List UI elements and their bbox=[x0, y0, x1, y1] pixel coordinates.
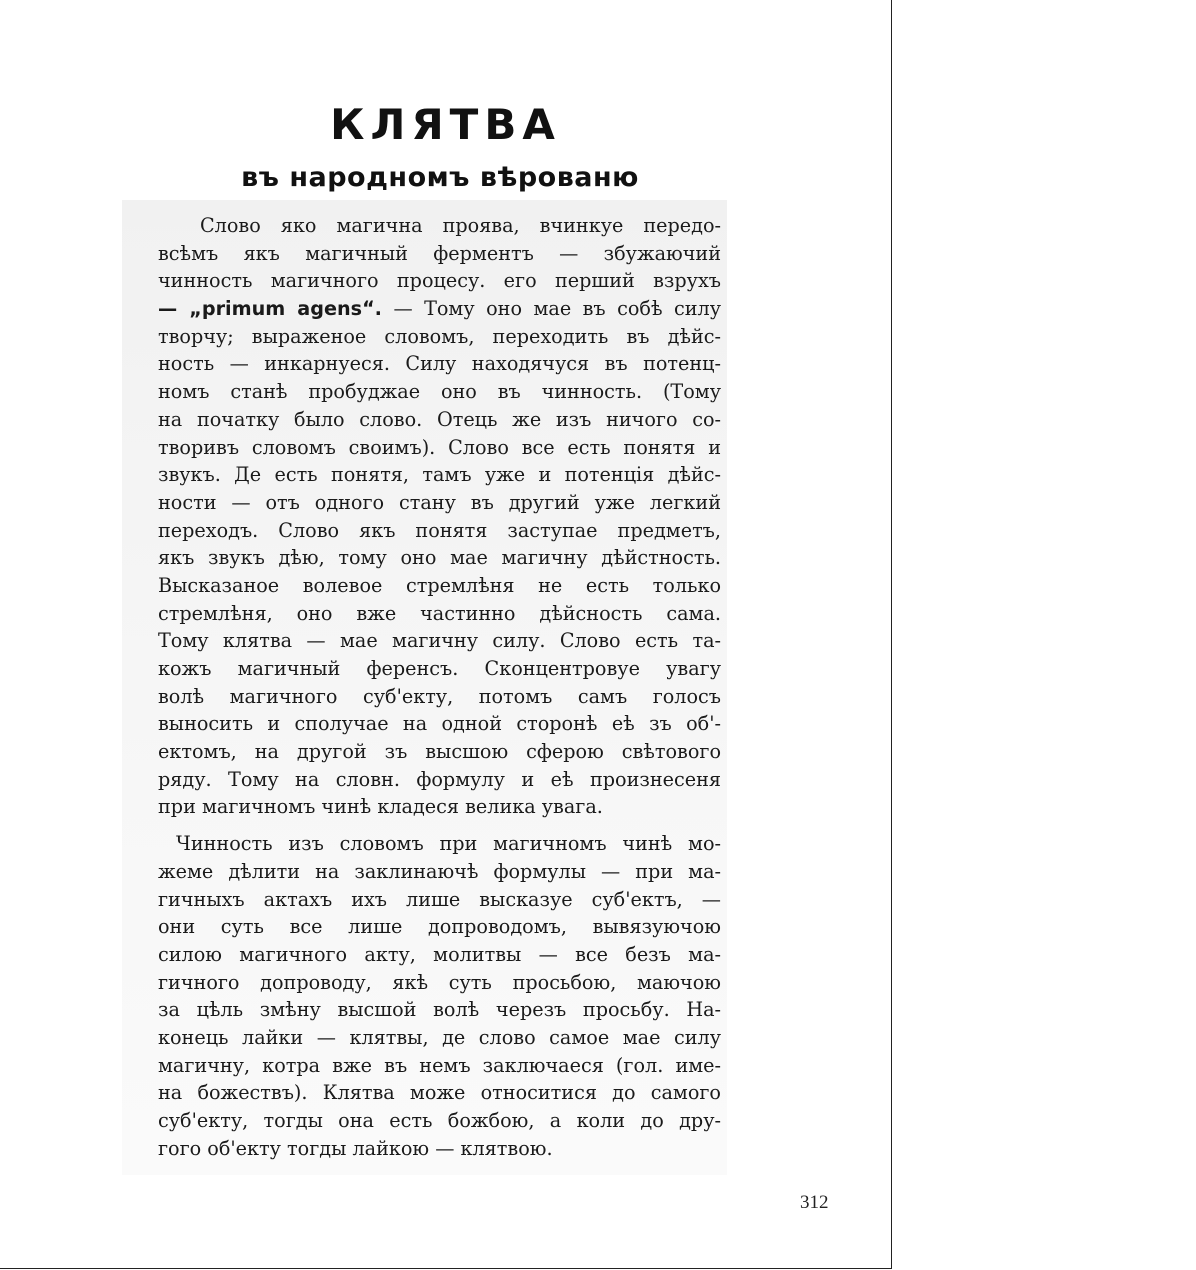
paragraph-spacer bbox=[158, 821, 721, 830]
text-line: творчу; выраженое словомъ, переходить въ дѣйс- bbox=[158, 324, 721, 348]
paragraph-2 bbox=[158, 830, 721, 1162]
text-line: жеме дѣлити на заклинаючѣ формулы — при ма- bbox=[158, 859, 721, 883]
text-line: волѣ магичного суб'екту, потомъ самъ голосъ bbox=[158, 684, 721, 708]
text-line: ряду. Тому на словн. формулу и еѣ произнесеня bbox=[158, 767, 721, 791]
page-title: КЛЯТВА bbox=[330, 100, 561, 149]
text-line: они суть все лише допроводомъ, вывязуючою bbox=[158, 915, 721, 939]
text-line: за цѣль змѣну высшой волѣ черезъ просьбу. На- bbox=[158, 998, 721, 1022]
text-line: переходъ. Слово якъ понятя заступае предметъ, bbox=[158, 518, 721, 542]
text-line: на початку было слово. Отець же изъ ничого со- bbox=[158, 407, 721, 431]
text-line: кожъ магичный ференсъ. Сконцентровуе увагу bbox=[158, 657, 721, 680]
article-body bbox=[158, 212, 721, 1162]
paragraph-1 bbox=[158, 212, 721, 821]
text-line: при магичномъ чинѣ кладеся велика увага. bbox=[158, 795, 603, 819]
text-line: силою магичного акту, молитвы — все безъ ма- bbox=[158, 942, 721, 966]
text-line: ности — отъ одного стану въ другий уже легкий bbox=[158, 490, 721, 514]
page-subtitle: въ народномъ вѣрованю bbox=[241, 162, 639, 193]
text-line: чинность магичного процесу. его перший взрухъ bbox=[158, 269, 721, 293]
text-line: ность — инкарнуеся. Силу находячуся въ потенц- bbox=[158, 352, 721, 376]
text-line: гого об'екту тогды лайкою — клятвою. bbox=[158, 1136, 553, 1160]
text-line: Слово яко магична проява, вчинкуе передо- bbox=[200, 214, 721, 237]
text-line: магичну, котра вже въ немъ заключаеся (гол. име- bbox=[158, 1053, 721, 1077]
text-line: гичныхъ актахъ ихъ лише высказуе суб'ектъ, — bbox=[158, 887, 721, 911]
text-line: всѣмъ якъ магичный ферментъ — збужаючий bbox=[158, 241, 721, 265]
text-line: ектомъ, на другой зъ высшою сферою свѣтового bbox=[158, 740, 721, 764]
text-line: конець лайки — клятвы, де слово самое мае силу bbox=[158, 1025, 721, 1049]
text-line: номъ станѣ пробуджае оно въ чинность. (Тому bbox=[158, 380, 721, 404]
page-number: 312 bbox=[800, 1192, 829, 1213]
text-line: гичного допроводу, якѣ суть просьбою, маючою bbox=[158, 970, 721, 994]
text-line: — „primum agens“. — Тому оно мае въ собѣ силу bbox=[158, 297, 721, 321]
text-line: Тому клятва — мае магичну силу. Слово есть та- bbox=[158, 629, 721, 653]
text-line: стремлѣня, оно вже частинно дѣйсность сама. bbox=[158, 601, 721, 625]
text-line: Высказаное волевое стремлѣня не есть только bbox=[158, 573, 721, 597]
text-line: суб'екту, тогды она есть божбою, а коли до дру- bbox=[158, 1109, 721, 1132]
text-line: выносить и сполучае на одной сторонѣ еѣ зъ об'- bbox=[158, 712, 721, 736]
text-line: на божествъ). Клятва може относитися до самого bbox=[158, 1081, 721, 1105]
text-line: Чинность изъ словомъ при магичномъ чинѣ мо- bbox=[176, 832, 721, 856]
text-line: звукъ. Де есть понятя, тамъ уже и потенція дѣйс- bbox=[158, 463, 721, 487]
text-line: якъ звукъ дѣю, тому оно мае магичну дѣйстность. bbox=[158, 546, 721, 570]
text-line: творивъ словомъ своимъ). Слово все есть понятя и bbox=[158, 435, 721, 459]
latin-phrase: — „primum agens“. bbox=[158, 297, 382, 321]
